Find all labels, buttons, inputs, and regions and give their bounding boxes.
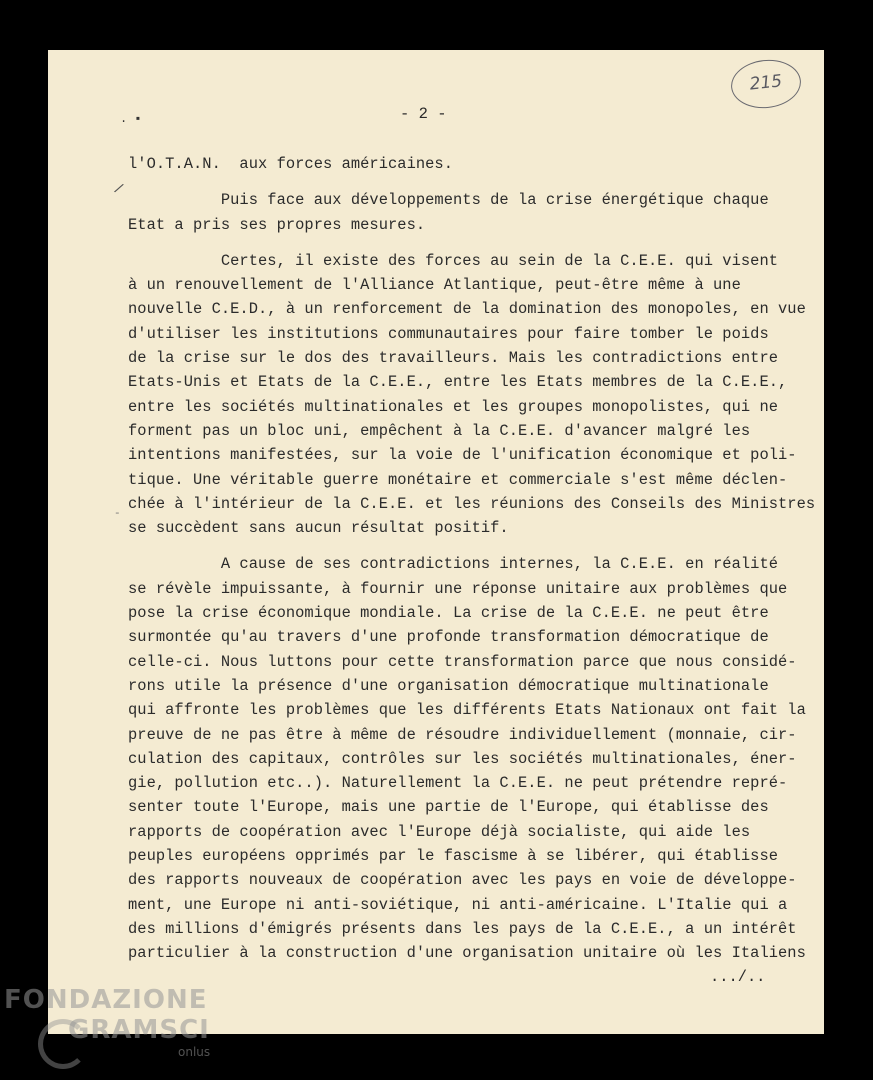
text-line: culation des capitaux, contrôles sur les sociétés multinationales, éner- <box>128 749 797 768</box>
watermark-logo-icon <box>38 1019 88 1069</box>
text-line: d'utiliser les institutions communautaires pour faire tomber le poids <box>128 324 769 343</box>
text-line: à un renouvellement de l'Alliance Atlantique, peut-être même à une <box>128 276 741 295</box>
watermark-line2: GRAMSCI <box>68 1015 210 1045</box>
text-line: senter toute l'Europe, mais une partie de l'Europe, qui établisse des <box>128 798 769 817</box>
paragraph-gap <box>128 540 818 552</box>
margin-tick: / <box>111 181 125 199</box>
text-line: se succèdent sans aucun résultat positif. <box>128 519 509 538</box>
text-line: intentions manifestées, sur la voie de l'unification économique et poli- <box>128 446 797 465</box>
text-line: de la crise sur le dos des travailleurs. Mais les contradictions entre <box>128 349 779 368</box>
text-line: Certes, il existe des forces au sein de la C.E.E. qui visent <box>128 251 779 270</box>
text-line: forment pas un bloc uni, empêchent à la C.E.E. d'avancer malgré les <box>128 421 751 440</box>
text-line: qui affronte les problèmes que les différents Etats Nationaux ont fait la <box>128 701 806 720</box>
text-line: chée à l'intérieur de la C.E.E. et les réunions des Conseils des Ministres <box>128 494 816 513</box>
text-line: Puis face aux développements de la crise énergétique chaque <box>128 191 769 210</box>
paragraph-gap <box>128 176 818 188</box>
text-line: surmontée qu'au travers d'une profonde transformation démocratique de <box>128 628 769 647</box>
text-line: rons utile la présence d'une organisation démocratique multinationale <box>128 676 769 695</box>
text-line: tique. Une véritable guerre monétaire et commerciale s'est même déclen- <box>128 470 788 489</box>
text-line: l'O.T.A.N. aux forces américaines. <box>128 155 454 173</box>
text-line: nouvelle C.E.D., à un renforcement de la domination des monopoles, en vue <box>128 300 806 319</box>
text-line: celle-ci. Nous luttons pour cette transformation parce que nous considé- <box>128 652 797 671</box>
text-line: A cause de ses contradictions internes, la C.E.E. en réalité <box>128 555 779 574</box>
text-line: gie, pollution etc..). Naturellement la C.E.E. ne peut prétendre repré- <box>128 774 788 793</box>
text-line: pose la crise économique mondiale. La crise de la C.E.E. ne peut être <box>128 604 769 623</box>
document-page <box>48 50 824 1034</box>
watermark-line1: FONDAZIONE <box>4 985 208 1015</box>
text-line: rapports de coopération avec l'Europe déjà socialiste, qui aide les <box>128 822 751 841</box>
text-line: se révèle impuissante, à fournir une réponse unitaire aux problèmes que <box>128 579 788 598</box>
text-line: peuples européens opprimés par le fascisme à se libérer, qui établisse <box>128 847 779 866</box>
paragraph-gap <box>128 237 818 249</box>
continuation-mark: .../.. <box>710 968 766 986</box>
text-line: ment, une Europe ni anti-soviétique, ni anti-américaine. L'Italie qui a <box>128 895 788 914</box>
text-line: particulier à la construction d'une organisation unitaire où les Italiens <box>128 944 806 963</box>
text-line: Etats-Unis et Etats de la C.E.E., entre les Etats membres de la C.E.E., <box>128 373 788 392</box>
watermark-suffix: onlus <box>178 1045 211 1059</box>
text-line: des rapports nouveaux de coopération avec les pays en voie de développe- <box>128 871 797 890</box>
text-line: preuve de ne pas être à même de résoudre individuellement (monnaie, cir- <box>128 725 797 744</box>
corner-mark: . ▪ <box>120 112 142 126</box>
body-text <box>128 152 818 966</box>
fondazione-gramsci-watermark <box>4 985 211 1059</box>
margin-mark: - <box>114 508 121 520</box>
page-number: - 2 - <box>400 105 447 123</box>
text-line: Etat a pris ses propres mesures. <box>128 215 426 234</box>
archive-number-stamp: 215 <box>729 56 804 111</box>
text-line: entre les sociétés multinationales et les groupes monopolistes, qui ne <box>128 397 779 416</box>
text-line: des millions d'émigrés présents dans les pays de la C.E.E., a un intérêt <box>128 919 797 938</box>
